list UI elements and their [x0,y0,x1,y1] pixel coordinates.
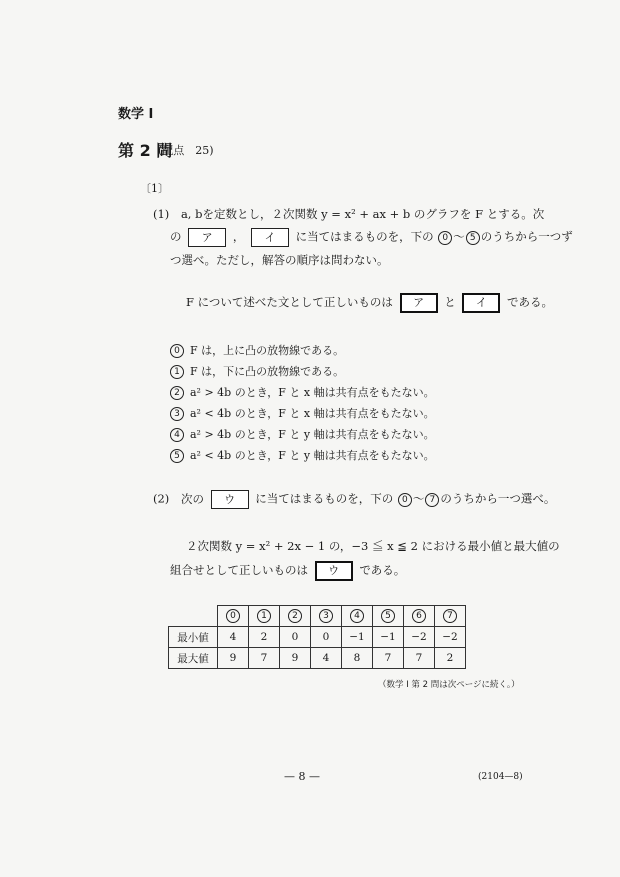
statement-post: である。 [507,295,554,309]
q1-line3: つ選べ。ただし，解答の順序は問わない。 [170,253,389,267]
q2-line2: ２次関数 y = x² + 2x − 1 の，−3 ≦ x ≦ 2 における最小値と最大値の [186,539,560,553]
col-6-mark: 6 [412,609,426,623]
option-2[interactable] [170,384,435,400]
table-cell: 0 [311,627,342,648]
col-4-mark: 4 [350,609,364,623]
q2-statement-box-u[interactable]: ウ [315,561,353,581]
table-col-7 [435,606,466,627]
q1-line2-post-b: のうちから一つず [480,229,573,244]
table-col-5 [373,606,404,627]
q2-line1-post-a: に当てはまるものを，下の [255,491,394,506]
statement-box-i[interactable]: イ [462,293,500,313]
option-5-mark: 5 [170,449,184,463]
col-0-mark: 0 [226,609,240,623]
table-cell: 4 [311,648,342,669]
q1-line2-pre: の [170,229,182,244]
problem-title: 第 2 問 [118,141,173,160]
table-cell: 7 [373,648,404,669]
table-col-2 [280,606,311,627]
q1-line2-post-a: に当てはまるものを，下の [295,229,434,244]
table-cell: 9 [218,648,249,669]
table-corner [169,606,218,627]
q1-line1 [153,206,544,222]
table-row [169,648,466,669]
q2-line1-post-b: のうちから一つ選べ。 [440,491,556,506]
option-3-text: a² < 4b のとき，F と x 軸は共有点をもたない。 [190,407,435,420]
table-cell: 8 [342,648,373,669]
col-5-mark: 5 [381,609,395,623]
table-cell: −1 [373,627,404,648]
page-number: — 8 — [284,770,320,783]
answer-box-i[interactable]: イ [251,228,289,247]
col-3-mark: 3 [319,609,333,623]
answer-box-a[interactable]: ア [188,228,226,247]
q2-range-tilde: ～ [412,491,425,506]
option-0-mark: 0 [170,344,184,358]
q1-line1-text: a, bを定数とし，２次関数 y = x² + ax + b のグラフを F とする。次 [180,207,545,221]
option-4-text: a² > 4b のとき，F と y 軸は共有点をもたない。 [190,428,435,441]
option-1-text: F は，下に凸の放物線である。 [190,365,345,378]
option-0-text: F は，上に凸の放物線である。 [190,344,345,357]
col-7-mark: 7 [443,609,457,623]
range-start-mark: 0 [438,231,452,245]
option-3-mark: 3 [170,407,184,421]
statement-box-a[interactable]: ア [400,293,438,313]
table-header-row [169,606,466,627]
option-1[interactable] [170,363,344,379]
table-cell: 0 [280,627,311,648]
table-col-6 [404,606,435,627]
continuation-note: （数学 I 第 2 問は次ページに続く。） [378,680,520,690]
q2-range-end-mark: 7 [425,493,439,507]
table-cell: 9 [280,648,311,669]
q2-line3-post: である。 [359,563,406,577]
table-cell: 4 [218,627,249,648]
table-col-4 [342,606,373,627]
table-cell: −2 [435,627,466,648]
table-col-1 [249,606,280,627]
q1-statement [186,293,553,313]
table-cell: −1 [342,627,373,648]
option-5-text: a² < 4b のとき，F と y 軸は共有点をもたない。 [190,449,435,462]
option-1-mark: 1 [170,365,184,379]
row-label-min: 最小値 [169,627,218,648]
part-label: 〔1〕 [140,182,169,195]
statement-pre: F について述べた文として正しいものは [186,295,393,309]
q2-number: (2) [153,491,170,506]
table-col-3 [311,606,342,627]
table-col-0 [218,606,249,627]
col-2-mark: 2 [288,609,302,623]
answer-table [168,605,466,669]
option-4[interactable] [170,426,435,442]
option-4-mark: 4 [170,428,184,442]
option-5[interactable] [170,447,435,463]
statement-and: と [444,295,456,309]
points-label: (配点 25) [158,144,214,157]
q1-line2-sep: ， [232,229,245,244]
subject-heading: 数学 I [118,107,154,122]
table-cell: 7 [249,648,280,669]
q2-line1 [153,490,555,509]
table-cell: 2 [435,648,466,669]
table-cell: −2 [404,627,435,648]
q2-line3 [170,561,405,581]
q2-line1-pre: 次の [180,491,204,506]
option-0[interactable] [170,342,344,358]
range-end-mark: 5 [466,231,480,245]
q1-number: (1) [153,207,170,221]
option-2-text: a² > 4b のとき，F と x 軸は共有点をもたない。 [190,386,435,399]
answer-box-u[interactable]: ウ [211,490,249,509]
option-2-mark: 2 [170,386,184,400]
col-1-mark: 1 [257,609,271,623]
q1-line2 [170,228,573,247]
table-cell: 7 [404,648,435,669]
option-3[interactable] [170,405,435,421]
q2-line3-pre: 組合せとして正しいものは [170,563,308,577]
table-row [169,627,466,648]
q1-range-tilde: ～ [453,229,465,244]
exam-code: (2104—8) [478,772,523,782]
table-cell: 2 [249,627,280,648]
row-label-max: 最大値 [169,648,218,669]
q2-range-start-mark: 0 [398,493,412,507]
